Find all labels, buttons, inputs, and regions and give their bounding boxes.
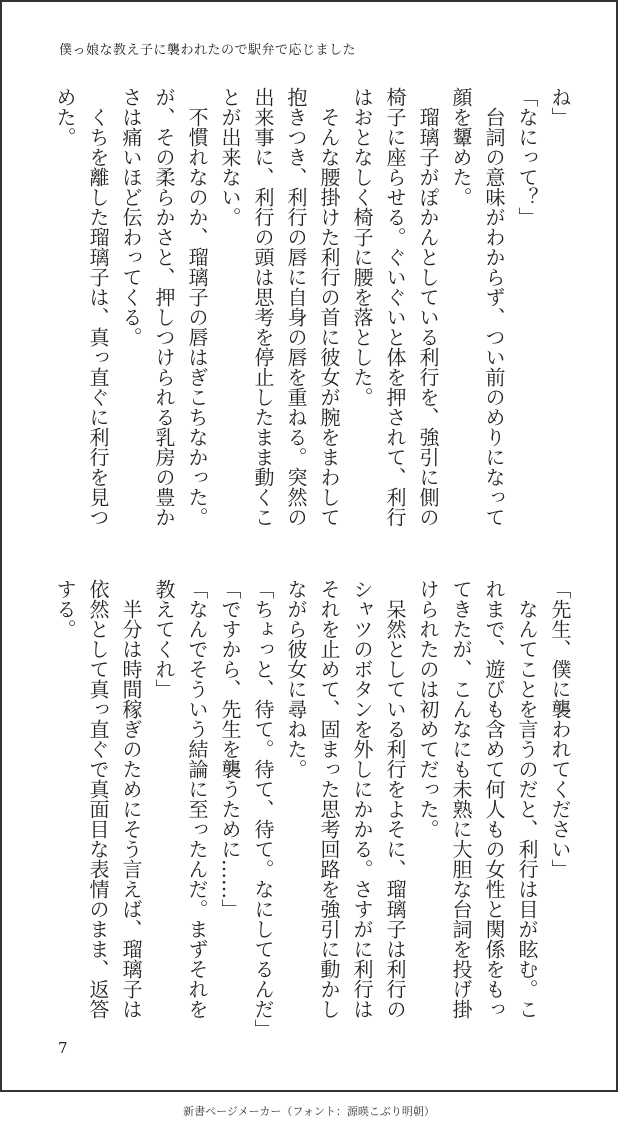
text-line: 台詞の意味がわからず、つい前のめりになって: [482, 87, 506, 527]
text-line: 「なにって？」: [515, 87, 539, 227]
text-line: それを止めて、固まった思考回路を強引に動かし: [317, 579, 341, 1019]
text-line: 呆然としている利行をよそに、瑠璃子は利行の: [383, 579, 407, 1019]
text-line: 「なんでそういう結論に至ったんだ。まずそれを: [185, 579, 209, 1019]
text-line: シャツのボタンを外しにかかる。さすがに利行は: [350, 579, 374, 1019]
text-line: 瑠璃子がぽかんとしている利行を、強引に側の: [416, 87, 440, 527]
text-line: 「ちょっと、待て。待て、待て。なにしてるんだ」: [251, 579, 275, 1039]
text-line: 出来事に、利行の頭は思考を停止したまま動くこ: [251, 87, 275, 527]
text-line: なんてことを言うのだと、利行は目が眩む。こ: [515, 579, 539, 1019]
text-line: さは痛いほど伝わってくる。: [119, 87, 143, 347]
text-line: くちを離した瑠璃子は、真っ直ぐに利行を見つ: [86, 87, 110, 527]
text-line: めた。: [53, 87, 77, 147]
footer-credit: 新書ページメーカー（フォント：源暎こぶり明朝）: [183, 1105, 435, 1118]
text-line: ながら彼女に尋ねた。: [284, 579, 308, 779]
text-line: れまで、遊びも含めて何人もの女性と関係をもっ: [482, 579, 506, 1019]
text-line: はおとなしく椅子に腰を落とした。: [350, 87, 374, 407]
upper-text-block: [48, 87, 576, 532]
text-line: 椅子に座らせる。ぐいぐいと体を押されて、利行: [383, 87, 407, 527]
text-line: ね」: [548, 87, 572, 127]
text-line: とが出来ない。: [218, 87, 242, 227]
text-line: 「ですから、先生を襲うために……」: [218, 579, 242, 919]
lower-text-block: [48, 579, 576, 1039]
text-line: が、その柔らかさと、押しつけられる乳房の豊か: [152, 87, 176, 527]
running-title: 僕っ娘な教え子に襲われたので駅弁で応じました: [59, 43, 357, 58]
text-line: けられたのは初めてだった。: [416, 579, 440, 839]
text-line: 「先生、僕に襲われてください」: [548, 579, 572, 879]
page-number: 7: [58, 1039, 68, 1057]
text-line: 半分は時間稼ぎのためにそう言えば、瑠璃子は: [119, 579, 143, 1019]
text-line: 顔を顰めた。: [449, 87, 473, 207]
text-line: する。: [53, 579, 77, 639]
text-line: 不慣れなのか、瑠璃子の唇はぎこちなかった。: [185, 87, 209, 527]
text-line: 依然として真っ直ぐで真面目な表情のまま、返答: [86, 579, 110, 1019]
text-line: そんな腰掛けた利行の首に彼女が腕をまわして: [317, 87, 341, 527]
text-line: てきたが、こんなにも未熟に大胆な台詞を投げ掛: [449, 579, 473, 1019]
text-line: 教えてくれ」: [152, 579, 176, 699]
text-line: 抱きつき、利行の唇に自身の唇を重ねる。突然の: [284, 87, 308, 527]
